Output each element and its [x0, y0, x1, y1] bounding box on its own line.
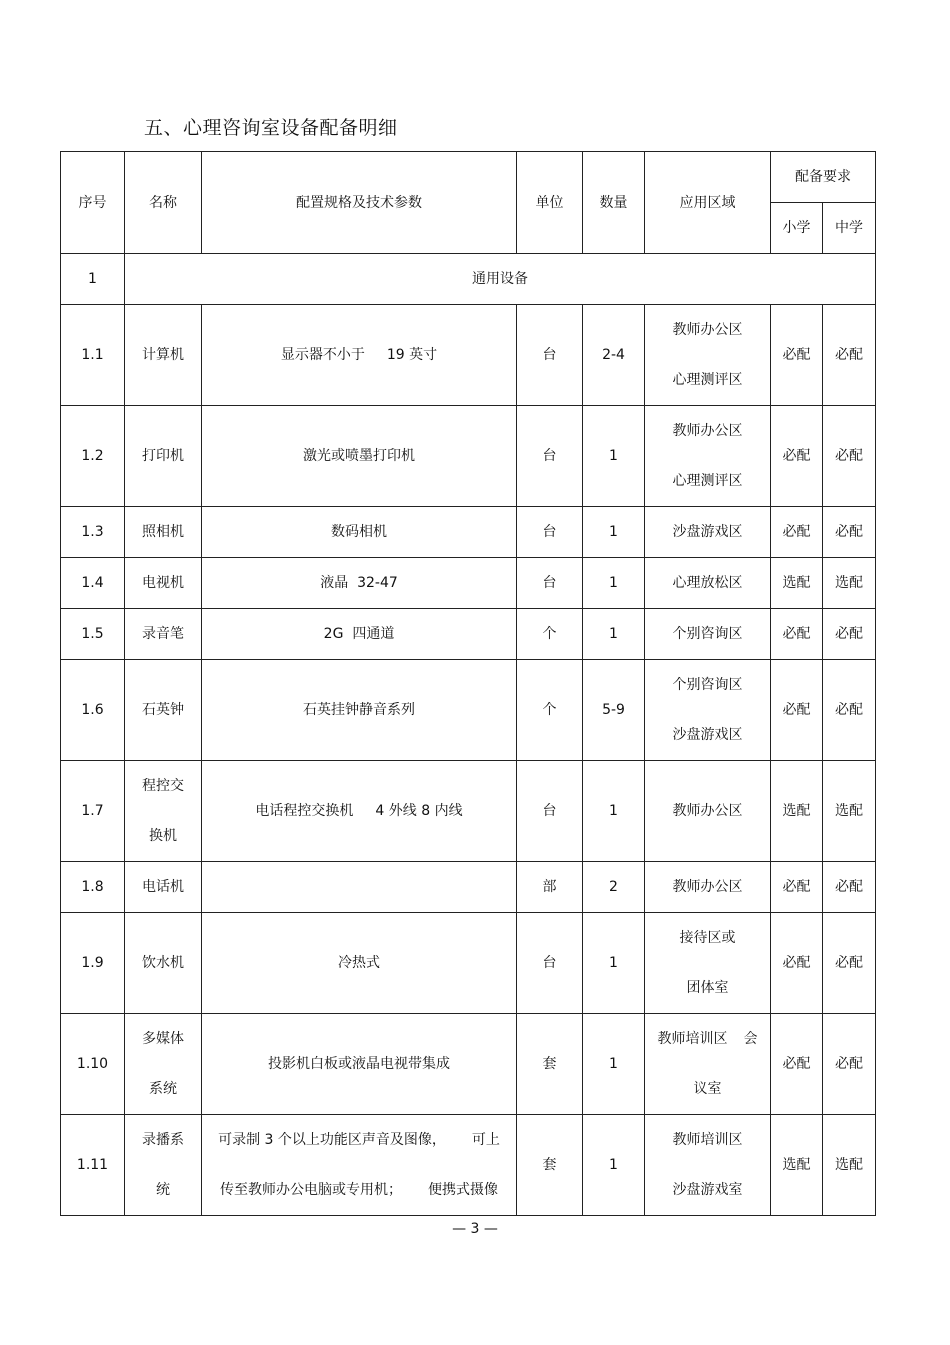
row-index: 1.5	[61, 609, 125, 660]
row-spec: 冷热式	[202, 913, 517, 1014]
row-unit: 部	[517, 862, 583, 913]
header-name: 名称	[125, 152, 202, 254]
table-row	[61, 609, 876, 660]
row-middle: 必配	[823, 862, 876, 913]
row-primary: 必配	[771, 609, 823, 660]
row-qty: 1	[583, 609, 645, 660]
table-row	[61, 507, 876, 558]
row-primary: 必配	[771, 913, 823, 1014]
row-index: 1.3	[61, 507, 125, 558]
row-qty: 1	[583, 1115, 645, 1216]
row-primary: 选配	[771, 761, 823, 862]
row-spec: 液晶 32-47	[202, 558, 517, 609]
row-name: 多媒体 系统	[125, 1014, 202, 1115]
row-qty: 1	[583, 913, 645, 1014]
row-area: 个别咨询区	[645, 609, 771, 660]
table-row	[61, 660, 876, 761]
row-index: 1.9	[61, 913, 125, 1014]
header-unit: 单位	[517, 152, 583, 254]
row-name: 电视机	[125, 558, 202, 609]
header-quantity: 数量	[583, 152, 645, 254]
row-middle: 选配	[823, 761, 876, 862]
header-spec: 配置规格及技术参数	[202, 152, 517, 254]
row-name: 录播系 统	[125, 1115, 202, 1216]
row-middle: 必配	[823, 507, 876, 558]
table-row	[61, 862, 876, 913]
row-middle: 必配	[823, 406, 876, 507]
row-name: 照相机	[125, 507, 202, 558]
row-name: 录音笔	[125, 609, 202, 660]
row-spec: 可录制 3 个以上功能区声音及图像， 可上 传至教师办公电脑或专用机； 便携式摄像	[202, 1115, 517, 1216]
row-name: 计算机	[125, 305, 202, 406]
row-middle: 必配	[823, 913, 876, 1014]
row-primary: 必配	[771, 305, 823, 406]
row-area: 心理放松区	[645, 558, 771, 609]
table-row	[61, 558, 876, 609]
page-title: 五、心理咨询室设备配备明细	[144, 117, 398, 139]
row-spec	[202, 862, 517, 913]
row-unit: 台	[517, 305, 583, 406]
row-primary: 必配	[771, 406, 823, 507]
row-area: 教师办公区	[645, 761, 771, 862]
row-index: 1.10	[61, 1014, 125, 1115]
row-name: 饮水机	[125, 913, 202, 1014]
row-spec: 石英挂钟静音系列	[202, 660, 517, 761]
row-qty: 1	[583, 761, 645, 862]
row-index: 1.2	[61, 406, 125, 507]
row-qty: 1	[583, 558, 645, 609]
row-qty: 5-9	[583, 660, 645, 761]
row-spec: 激光或喷墨打印机	[202, 406, 517, 507]
row-area: 个别咨询区 沙盘游戏区	[645, 660, 771, 761]
row-unit: 套	[517, 1115, 583, 1216]
row-middle: 必配	[823, 609, 876, 660]
row-primary: 必配	[771, 660, 823, 761]
row-area: 接待区或 团体室	[645, 913, 771, 1014]
row-middle: 选配	[823, 1115, 876, 1216]
table-row	[61, 1014, 876, 1115]
row-middle: 必配	[823, 1014, 876, 1115]
table-row	[61, 305, 876, 406]
table-row	[61, 761, 876, 862]
row-name: 电话机	[125, 862, 202, 913]
row-unit: 台	[517, 406, 583, 507]
row-index: 1.8	[61, 862, 125, 913]
row-area: 教师培训区 会 议室	[645, 1014, 771, 1115]
row-area: 教师办公区	[645, 862, 771, 913]
row-index: 1.4	[61, 558, 125, 609]
row-unit: 台	[517, 507, 583, 558]
row-unit: 台	[517, 558, 583, 609]
header-area: 应用区域	[645, 152, 771, 254]
row-primary: 必配	[771, 507, 823, 558]
page-number: — 3 —	[452, 1221, 498, 1237]
row-index: 1.1	[61, 305, 125, 406]
section-index: 1	[61, 254, 125, 305]
row-qty: 1	[583, 507, 645, 558]
row-qty: 1	[583, 406, 645, 507]
row-area: 沙盘游戏区	[645, 507, 771, 558]
row-index: 1.7	[61, 761, 125, 862]
row-primary: 选配	[771, 558, 823, 609]
row-qty: 2	[583, 862, 645, 913]
row-spec: 显示器不小于 19 英寸	[202, 305, 517, 406]
row-unit: 套	[517, 1014, 583, 1115]
header-requirement: 配备要求	[771, 152, 876, 203]
row-name: 打印机	[125, 406, 202, 507]
row-qty: 1	[583, 1014, 645, 1115]
row-area: 教师办公区 心理测评区	[645, 406, 771, 507]
table-row	[61, 913, 876, 1014]
section-label: 通用设备	[125, 254, 876, 305]
row-name: 石英钟	[125, 660, 202, 761]
row-qty: 2-4	[583, 305, 645, 406]
table-row	[61, 1115, 876, 1216]
row-spec: 2G 四通道	[202, 609, 517, 660]
row-name: 程控交 换机	[125, 761, 202, 862]
header-middle: 中学	[823, 203, 876, 254]
row-index: 1.11	[61, 1115, 125, 1216]
row-spec: 电话程控交换机 4 外线 8 内线	[202, 761, 517, 862]
row-spec: 数码相机	[202, 507, 517, 558]
header-index: 序号	[61, 152, 125, 254]
row-middle: 必配	[823, 305, 876, 406]
row-spec: 投影机白板或液晶电视带集成	[202, 1014, 517, 1115]
row-index: 1.6	[61, 660, 125, 761]
row-primary: 必配	[771, 1014, 823, 1115]
row-middle: 选配	[823, 558, 876, 609]
header-primary: 小学	[771, 203, 823, 254]
row-primary: 选配	[771, 1115, 823, 1216]
row-area: 教师培训区 沙盘游戏室	[645, 1115, 771, 1216]
row-unit: 台	[517, 761, 583, 862]
table-row	[61, 406, 876, 507]
row-unit: 台	[517, 913, 583, 1014]
row-unit: 个	[517, 609, 583, 660]
row-primary: 必配	[771, 862, 823, 913]
row-area: 教师办公区 心理测评区	[645, 305, 771, 406]
equipment-table	[60, 151, 876, 1216]
row-middle: 必配	[823, 660, 876, 761]
row-unit: 个	[517, 660, 583, 761]
